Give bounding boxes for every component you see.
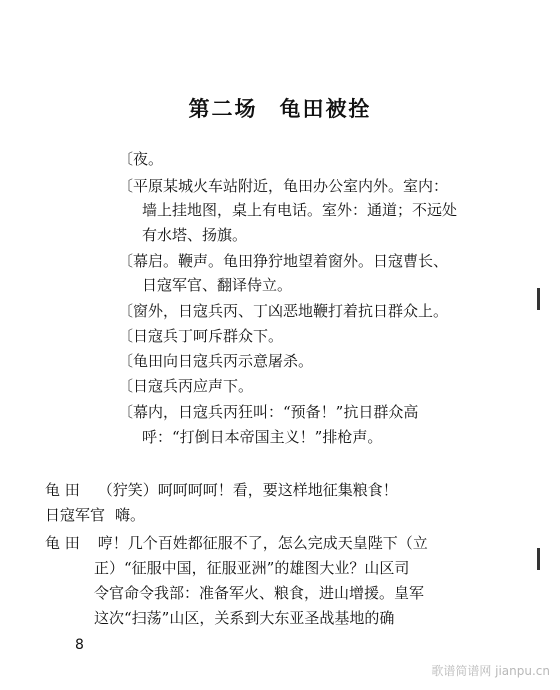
scene-name: 龟田被拴 — [279, 97, 372, 121]
dialogue-line — [45, 481, 398, 499]
dialogue-continuation: 令官命令我部：准备军火、粮食，进山增援。皇军 — [94, 584, 425, 602]
stage-direction-continuation: 有水塔、扬旗。 — [142, 226, 248, 244]
speaker-name: 日寇军官 — [45, 506, 106, 524]
right-edge-mark — [537, 548, 540, 570]
dialogue-continuation: 这次“扫荡”山区，关系到大东亚圣战基地的确 — [94, 609, 395, 627]
speaker-name: 龟 田 — [45, 534, 80, 552]
scene-number: 第二场 — [188, 97, 258, 121]
scene-title — [0, 93, 560, 123]
stage-direction: 〔幕内，日寇兵丙狂叫：“预备！”抗日群众高 — [118, 403, 419, 421]
speaker-name: 龟 田 — [45, 481, 80, 499]
watermark: 歌谱简谱网 jianpu.cn — [431, 664, 550, 678]
stage-direction: 〔龟田向日寇兵丙示意屠杀。 — [118, 352, 314, 370]
dialogue-line — [45, 534, 428, 552]
stage-direction-continuation: 墙上挂地图，桌上有电话。室外：通道；不远处 — [142, 201, 458, 219]
stage-direction: 〔日寇兵丁呵斥群众下。 — [118, 327, 284, 345]
dialogue-line — [45, 506, 145, 524]
dialogue-text: 嗨。 — [115, 506, 146, 524]
stage-direction: 〔夜。 — [118, 150, 164, 168]
page-number: 8 — [75, 637, 84, 653]
dialogue-text: （狞笑）呵呵呵呵！看，要这样地征集粮食！ — [97, 481, 398, 499]
stage-direction: 〔窗外，日寇兵丙、丁凶恶地鞭打着抗日群众上。 — [118, 302, 449, 320]
right-edge-mark — [537, 288, 540, 310]
stage-direction: 〔日寇兵丙应声下。 — [118, 377, 254, 395]
dialogue-text: 哼！几个百姓都征服不了，怎么完成天皇陛下（立 — [97, 534, 428, 552]
stage-direction-continuation: 呼：“打倒日本帝国主义！”排枪声。 — [142, 428, 383, 446]
stage-direction: 〔幕启。鞭声。龟田狰狞地望着窗外。日寇曹长、 — [118, 252, 449, 270]
stage-direction: 〔平原某城火车站附近，龟田办公室内外。室内： — [118, 177, 449, 195]
dialogue-continuation: 正）“征服中国，征服亚洲”的雄图大业？山区司 — [94, 559, 410, 577]
stage-direction-continuation: 日寇军官、翻译侍立。 — [142, 276, 293, 294]
